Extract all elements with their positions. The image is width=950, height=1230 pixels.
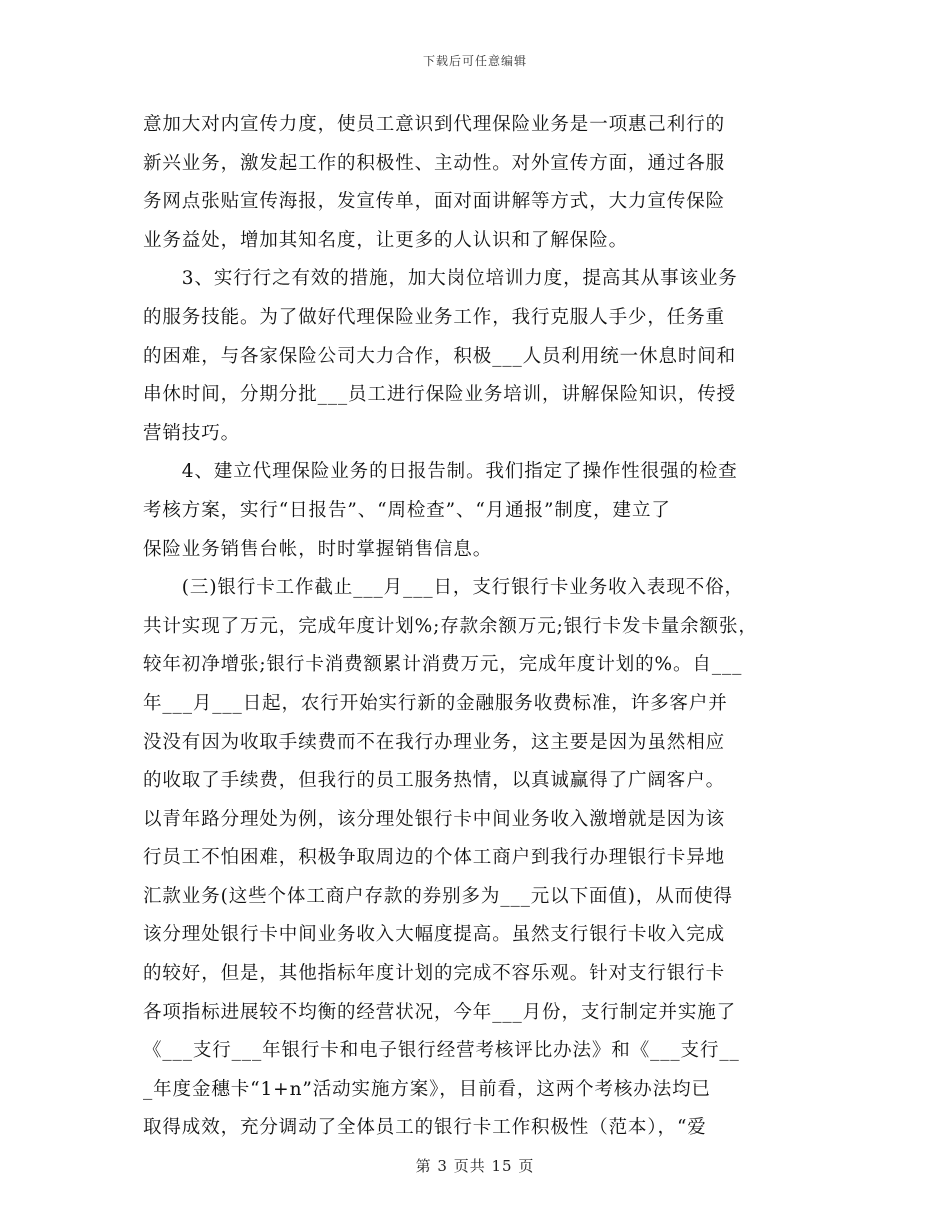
text-line: 汇款业务(这些个体工商户存款的券别多为___元以下面值)，从而使得 — [143, 885, 733, 907]
text-line: 较年初净增张;银行卡消费额累计消费万元，完成年度计划的%。自___ — [143, 654, 743, 676]
page-number: 第 3 页共 15 页 — [415, 1157, 535, 1175]
text-line: 的收取了手续费，但我行的员工服务热情，以真诚赢得了广阔客户。 — [143, 770, 726, 792]
text-line: 意加大对内宣传力度，使员工意识到代理保险业务是一项惠己利行的 — [143, 114, 726, 135]
text-line: 的服务技能。为了做好代理保险业务工作，我行克服人手少，任务重 — [143, 306, 726, 328]
page-header: 下载后可任意编辑 — [422, 54, 527, 68]
text-line: 4、建立代理保险业务的日报告制。我们指定了操作性很强的检查 — [143, 461, 738, 483]
text-line: _年度金穗卡“1+n”活动实施方案》，目前看，这两个考核办法均已 — [143, 1078, 711, 1100]
text-line: 《___支行___年银行卡和电子银行经营考核评比办法》和《___支行__ — [143, 1040, 740, 1062]
paragraph — [143, 106, 807, 1148]
text-line: 营销技巧。 — [143, 422, 241, 444]
text-line: 考核方案，实行“日报告”、“周检查”、“月通报”制度，建立了 — [143, 499, 671, 521]
text-line: 务网点张贴宣传海报，发宣传单，面对面讲解等方式，大力宣传保险 — [143, 191, 726, 213]
text-line: 各项指标进展较不均衡的经营状况，今年___月份，支行制定并实施了 — [143, 1001, 737, 1023]
text-line: 没没有因为收取手续费而不在我行办理业务，这主要是因为虽然相应 — [143, 731, 726, 753]
text-line: (三)银行卡工作截止___月___日，支行银行卡业务收入表现不俗， — [143, 577, 744, 599]
text-line: 的困难，与各家保险公司大力合作，积极___人员利用统一休息时间和 — [143, 345, 737, 367]
text-line: 年___月___日起，农行开始实行新的金融服务收费标准，许多客户并 — [143, 692, 728, 714]
text-line: 3、实行行之有效的措施，加大岗位培训力度，提高其从事该业务 — [143, 268, 738, 290]
text-line: 新兴业务，激发起工作的积极性、主动性。对外宣传方面，通过各服 — [143, 152, 726, 174]
text-line: 以青年路分理处为例，该分理处银行卡中间业务收入激增就是因为该 — [143, 808, 726, 830]
text-line: 取得成效，充分调动了全体员工的银行卡工作积极性（范本），“爱 — [143, 1117, 707, 1139]
text-line: 的较好，但是，其他指标年度计划的完成不容乐观。针对支行银行卡 — [143, 963, 726, 985]
document-body — [143, 106, 807, 1148]
text-line: 业务益处，增加其知名度，让更多的人认识和了解保险。 — [143, 229, 629, 251]
text-line: 保险业务销售台帐，时时掌握销售信息。 — [143, 538, 493, 560]
text-line: 串休时间，分期分批___员工进行保险业务培训，讲解保险知识，传授 — [143, 384, 737, 406]
text-line: 该分理处银行卡中间业务收入大幅度提高。虽然支行银行卡收入完成 — [143, 924, 726, 946]
text-line: 行员工不怕困难，积极争取周边的个体工商户到我行办理银行卡异地 — [143, 847, 726, 869]
text-line: 共计实现了万元，完成年度计划%;存款余额万元;银行卡发卡量余额张， — [143, 615, 758, 637]
